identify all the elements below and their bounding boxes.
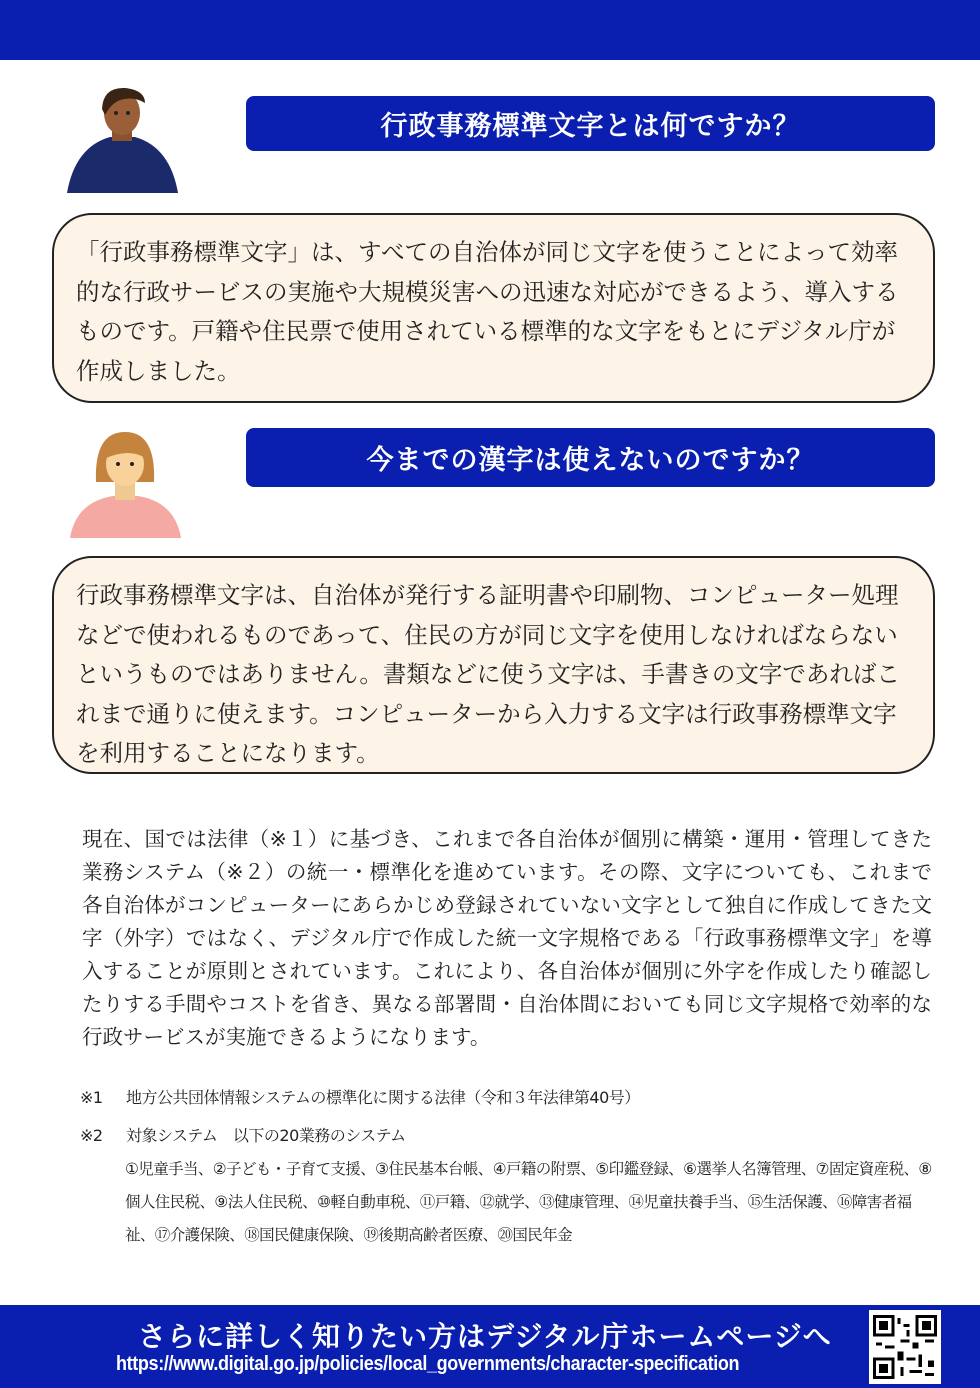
note-text: 地方公共団体情報システムの標準化に関する法律（令和３年法律第40号） — [126, 1088, 640, 1107]
note-mark: ※2 — [80, 1126, 103, 1145]
footer-heading: さらに詳しく知りたい方はデジタル庁ホームページへ — [138, 1320, 832, 1353]
body-paragraph: 現在、国では法律（※１）に基づき、これまで各自治体が個別に構築・運用・管理してきた業務システム（※２）の統一・標準化を進めています。その際、文字についても、これまで各自治体がコンピューターにあらかじめ登録されていない文字として独自に作成してきた文字（外字）ではなく、デジタル庁で作成した統一文字規格である「行政事務標準文字」を導入することが原則とされています。これにより、各自治体が個別に外字を作成したり確認したりする手間やコストを省き、異なる部署間・自治体間においても同じ文字規格で効率的な行政サービスが実施できるようになります。 — [82, 827, 932, 1049]
woman-avatar-icon — [68, 430, 183, 540]
question-1-title: 行政事務標準文字とは何ですか？ — [246, 96, 935, 151]
note-mark: ※1 — [80, 1088, 103, 1107]
footer-url-link[interactable]: https://www.digital.go.jp/policies/local_governments/character-specification — [116, 1353, 740, 1375]
footer-banner — [0, 1305, 980, 1388]
answer-1-bubble: 「行政事務標準文字」は、すべての自治体が同じ文字を使うことによって効率的な行政サービスの実施や大規模災害への迅速な対応ができるよう、導入するものです。戸籍や住民票で使用されている標準的な文字をもとにデジタル庁が作成しました。 — [52, 213, 935, 403]
answer-2-bubble: 行政事務標準文字は、自治体が発行する証明書や印刷物、コンピューター処理などで使われるものであって、住民の方が同じ文字を使用しなければならないというものではありません。書類などに使う文字は、手書きの文字であればこれまで通りに使えます。コンピューターから入力する文字は行政事務標準文字を利用することになります。 — [52, 556, 935, 774]
qr-code-icon[interactable] — [869, 1310, 941, 1384]
header-bar — [0, 0, 980, 60]
system-list: ①児童手当、②子ども・子育て支援、③住民基本台帳、④戸籍の附票、⑤印鑑登録、⑥選挙人名簿管理、⑦固定資産税、⑧個人住民税、⑨法人住民税、⑩軽自動車税、⑪戸籍、⑫就学、⑬健康管理、⑭児童扶養手当、⑮生活保護、⑯障害者福祉、⑰介護保険、⑱国民健康保険、⑲後期高齢者医療、⑳国民年金 — [125, 1160, 932, 1244]
man-avatar-icon — [65, 85, 180, 195]
question-2-title: 今までの漢字は使えないのですか？ — [246, 428, 935, 487]
note-1 — [80, 1085, 640, 1108]
note-text: 対象システム 以下の20業務のシステム — [126, 1126, 406, 1145]
note-2 — [80, 1123, 406, 1146]
